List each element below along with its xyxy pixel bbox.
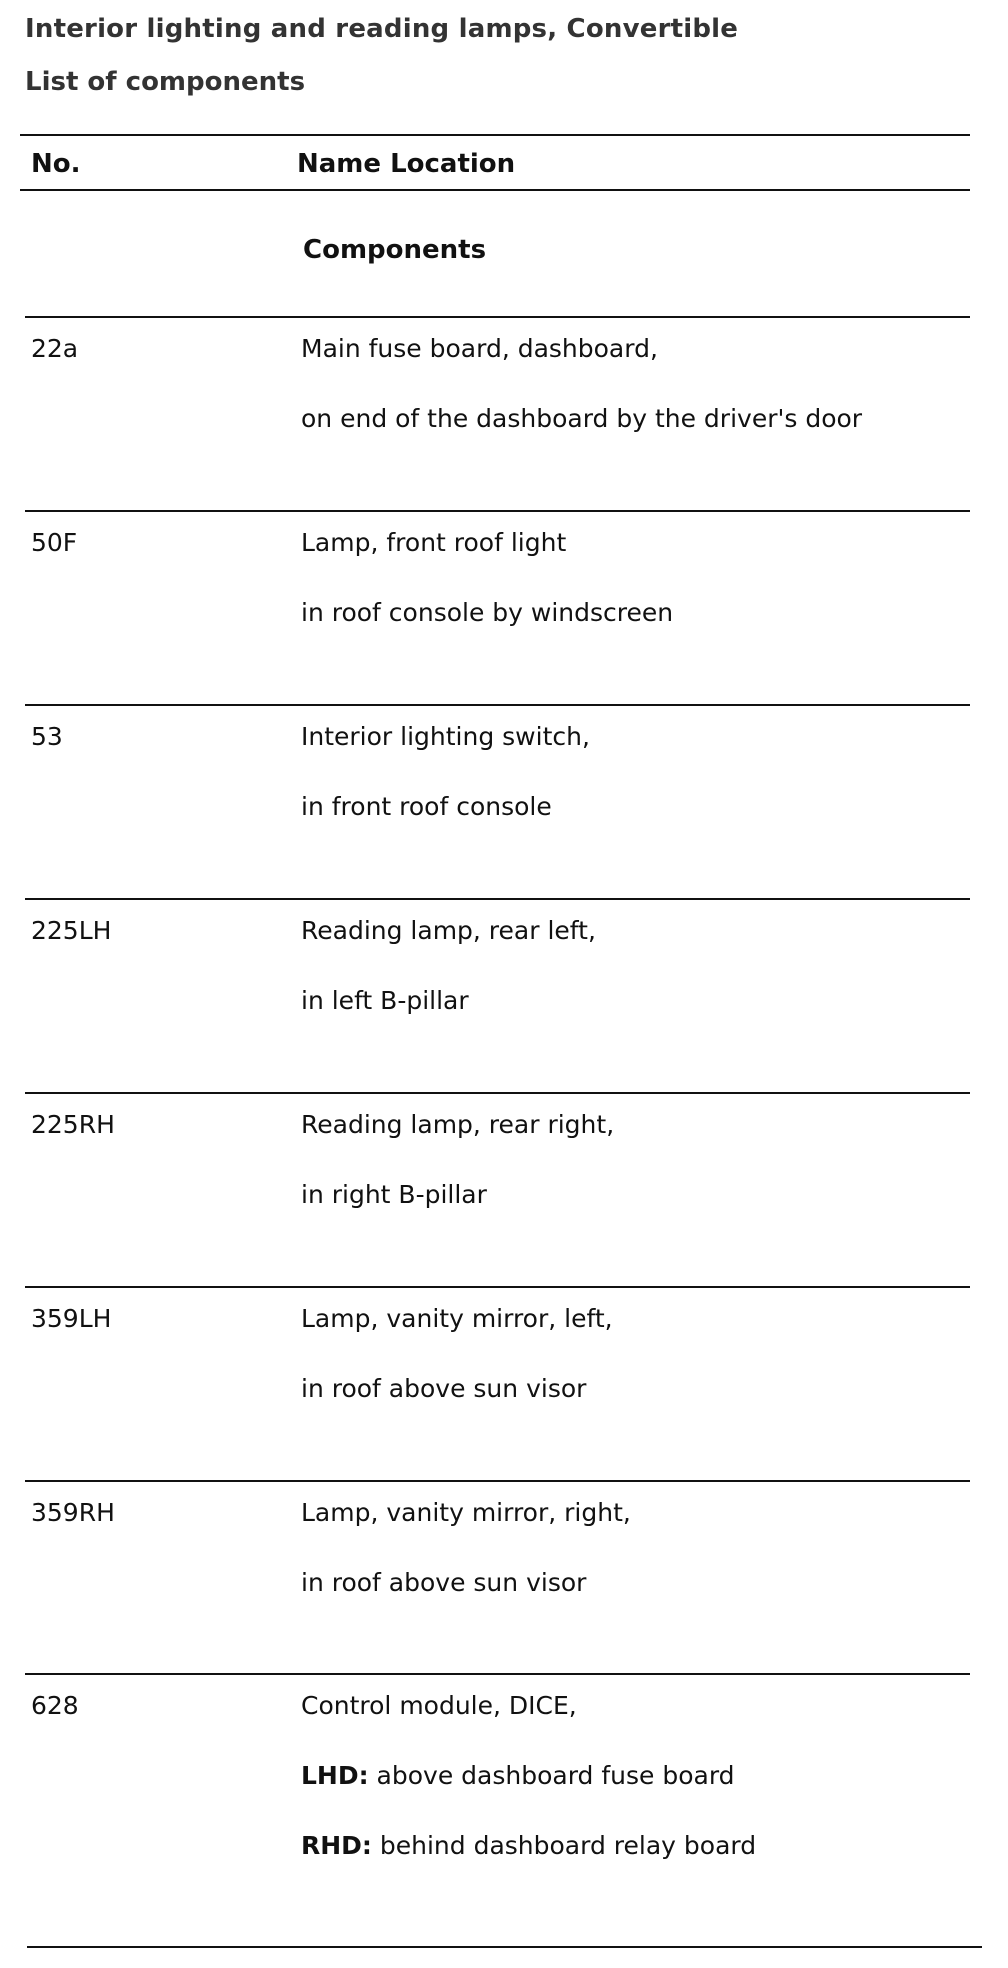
column-header-number: No. [31, 149, 81, 179]
line-text: in right B-pillar [301, 1180, 487, 1209]
table-bottom-rule [27, 1946, 982, 1948]
component-name [301, 1691, 991, 1721]
row-divider [25, 1480, 970, 1482]
component-name-location [301, 722, 991, 862]
table-row [0, 510, 1008, 706]
component-number: 50F [31, 528, 78, 557]
table-row [0, 1286, 1008, 1482]
line-text: in roof above sun visor [301, 1374, 587, 1403]
line-text: above dashboard fuse board [368, 1761, 735, 1790]
table-top-rule [20, 134, 970, 136]
component-number: 53 [31, 722, 63, 751]
document-subtitle: List of components [25, 67, 306, 97]
table-row [0, 1092, 1008, 1288]
variant-label: RHD: [301, 1831, 372, 1860]
variant-label: LHD: [301, 1761, 369, 1790]
table-row [0, 704, 1008, 900]
component-name [301, 1498, 991, 1528]
component-number: 225LH [31, 916, 112, 945]
line-text: on end of the dashboard by the driver's door [301, 404, 863, 433]
component-number: 359LH [31, 1304, 112, 1333]
row-divider [25, 898, 970, 900]
row-divider [25, 1673, 970, 1675]
line-text: in roof above sun visor [301, 1568, 587, 1597]
component-name-location [301, 1304, 991, 1444]
component-location [301, 598, 991, 628]
column-header-name-location: Name Location [297, 149, 516, 179]
line-text: Lamp, vanity mirror, right, [301, 1498, 631, 1527]
component-name [301, 722, 991, 752]
component-location [301, 1568, 991, 1598]
component-number: 22a [31, 334, 79, 363]
line-text: Reading lamp, rear left, [301, 916, 596, 945]
component-name [301, 1110, 991, 1140]
component-location [301, 404, 991, 434]
table-row [0, 316, 1008, 512]
line-text: Reading lamp, rear right, [301, 1110, 615, 1139]
component-name [301, 916, 991, 946]
line-text: Lamp, vanity mirror, left, [301, 1304, 613, 1333]
component-name [301, 334, 991, 364]
component-number: 225RH [31, 1110, 115, 1139]
component-name [301, 1304, 991, 1334]
component-name-location [301, 334, 991, 474]
line-text: behind dashboard relay board [371, 1831, 757, 1860]
document-title: Interior lighting and reading lamps, Convertible [25, 14, 739, 44]
line-text: Main fuse board, dashboard, [301, 334, 658, 363]
row-divider [25, 1286, 970, 1288]
row-divider [25, 510, 970, 512]
component-number: 359RH [31, 1498, 115, 1527]
component-name-location [301, 1691, 991, 1901]
line-text: Interior lighting switch, [301, 722, 590, 751]
component-location [301, 792, 991, 822]
component-location [301, 1180, 991, 1210]
line-text: Control module, DICE, [301, 1691, 577, 1720]
group-heading-components: Components [303, 235, 487, 265]
component-location [301, 986, 991, 1016]
line-text: Lamp, front roof light [301, 528, 567, 557]
component-name-location [301, 916, 991, 1056]
line-text: in left B-pillar [301, 986, 469, 1015]
component-name-location [301, 1110, 991, 1250]
line-text: in roof console by windscreen [301, 598, 674, 627]
component-name-location [301, 1498, 991, 1638]
component-name-location [301, 528, 991, 668]
table-row [0, 1673, 1008, 1869]
row-divider [25, 316, 970, 318]
component-location [301, 1374, 991, 1404]
table-header-rule [20, 189, 970, 191]
component-location [301, 1761, 991, 1791]
table-row [0, 898, 1008, 1094]
component-location [301, 1831, 991, 1861]
row-divider [25, 1092, 970, 1094]
row-divider [25, 704, 970, 706]
component-name [301, 528, 991, 558]
table-row [0, 1480, 1008, 1676]
component-number: 628 [31, 1691, 79, 1720]
line-text: in front roof console [301, 792, 552, 821]
